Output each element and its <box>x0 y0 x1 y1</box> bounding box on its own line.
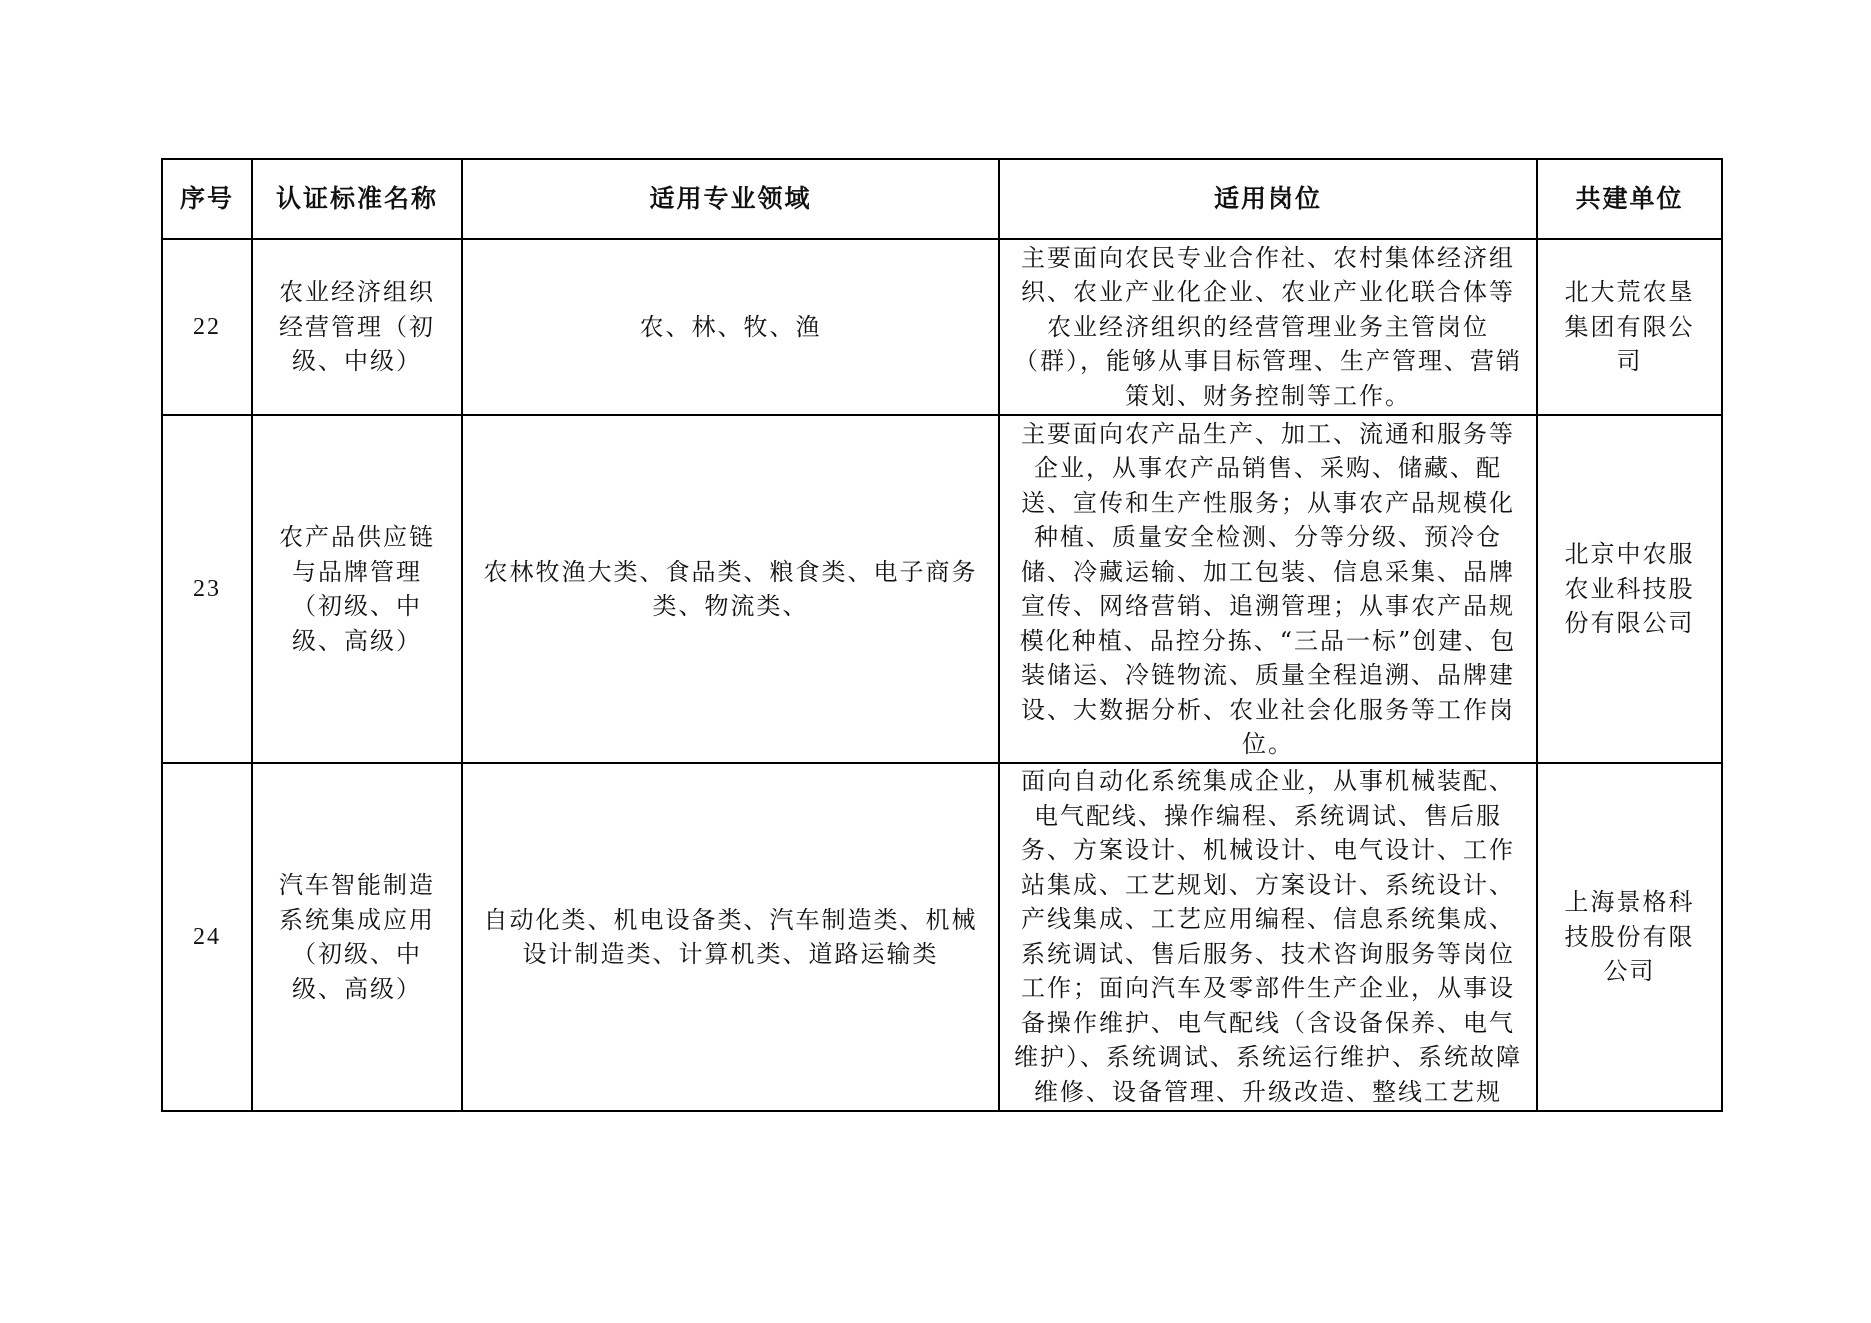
row-applicable-field: 农林牧渔大类、食品类、粮食类、电子商务类、物流类、 <box>462 415 999 763</box>
header-standard-name: 认证标准名称 <box>252 159 462 239</box>
row-standard-name: 农业经济组织经营管理（初级、中级） <box>252 239 462 415</box>
header-co-builder: 共建单位 <box>1537 159 1722 239</box>
header-applicable-post: 适用岗位 <box>999 159 1537 239</box>
row-co-builder: 北大荒农垦集团有限公司 <box>1537 239 1722 415</box>
row-standard-name: 农产品供应链与品牌管理（初级、中级、高级） <box>252 415 462 763</box>
table-header-row <box>162 159 1722 239</box>
row-seq: 23 <box>162 415 252 763</box>
table-row <box>162 763 1722 1111</box>
row-co-builder: 北京中农服农业科技股份有限公司 <box>1537 415 1722 763</box>
header-applicable-field: 适用专业领域 <box>462 159 999 239</box>
certification-standards-table <box>161 158 1723 1112</box>
row-applicable-field: 农、林、牧、渔 <box>462 239 999 415</box>
row-co-builder: 上海景格科技股份有限公司 <box>1537 763 1722 1111</box>
header-seq: 序号 <box>162 159 252 239</box>
row-applicable-post <box>999 763 1537 1111</box>
row-applicable-post-text: 面向自动化系统集成企业，从事机械装配、电气配线、操作编程、系统调试、售后服务、方案设计、机械设计、电气设计、工作站集成、工艺规划、方案设计、系统设计、产线集成、工艺应用编程、信息系统集成、系统调试、售后服务、技术咨询服务等岗位工作；面向汽车及零部件生产企业，从事设备操作维护、电气配线（含设备保养、电气维护）、系统调试、系统运行维护、系统故障维修、设备管理、升级改造、整线工艺规 <box>1014 767 1522 1106</box>
row-standard-name: 汽车智能制造系统集成应用（初级、中级、高级） <box>252 763 462 1111</box>
row-applicable-field: 自动化类、机电设备类、汽车制造类、机械设计制造类、计算机类、道路运输类 <box>462 763 999 1111</box>
row-seq: 22 <box>162 239 252 415</box>
row-applicable-post: 主要面向农产品生产、加工、流通和服务等企业，从事农产品销售、采购、储藏、配送、宣传和生产性服务；从事农产品规模化种植、质量安全检测、分等分级、预冷仓储、冷藏运输、加工包装、信息采集、品牌宣传、网络营销、追溯管理；从事农产品规模化种植、品控分拣、“三品一标”创建、包装储运、冷链物流、质量全程追溯、品牌建设、大数据分析、农业社会化服务等工作岗位。 <box>999 415 1537 763</box>
row-seq: 24 <box>162 763 252 1111</box>
row-applicable-post: 主要面向农民专业合作社、农村集体经济组织、农业产业化企业、农业产业化联合体等农业经济组织的经营管理业务主管岗位（群），能够从事目标管理、生产管理、营销策划、财务控制等工作。 <box>999 239 1537 415</box>
table-row <box>162 415 1722 763</box>
table-row <box>162 239 1722 415</box>
